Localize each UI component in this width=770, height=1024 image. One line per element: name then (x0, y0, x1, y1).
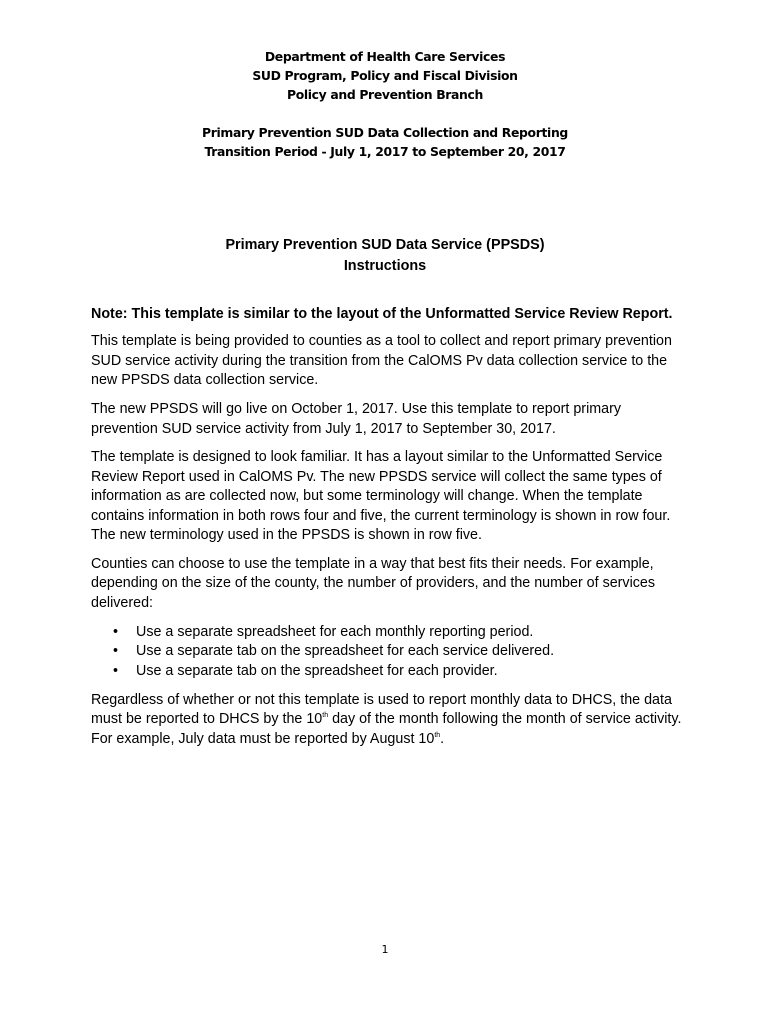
list-item-text: Use a separate tab on the spreadsheet for each provider. (136, 662, 498, 679)
superscript-th: th (434, 731, 441, 739)
title-line-instructions: Instructions (343, 258, 427, 274)
template-design-paragraph: The template is designed to look familiar. It has a layout similar to the Unformatted Service Review Report used in CalOMS Pv. The new PPSDS service will collect the same types of information as are collected now, but some terminology will change. When the template contains information in both rows four and five, the current terminology is shown in row four. The new terminology used in the PPSDS is shown in row five. (91, 449, 671, 544)
header-transition-period-line: Transition Period - July 1, 2017 to September 20, 2017 (204, 144, 566, 159)
note-paragraph: Note: This template is similar to the layout of the Unformatted Service Review Report. (91, 306, 673, 322)
header-division-line: SUD Program, Policy and Fiscal Division (252, 68, 518, 83)
usage-options-paragraph: Counties can choose to use the template in a way that best fits their needs. For example, depending on the size of the county, the number of providers, and the number of services delivered: (91, 555, 656, 611)
page-number: 1 (381, 943, 389, 956)
list-item-text: Use a separate spreadsheet for each monthly reporting period. (136, 623, 534, 640)
document-title (0, 235, 770, 277)
list-item-text: Use a separate tab on the spreadsheet for each service delivered. (136, 643, 555, 660)
superscript-th: th (322, 712, 329, 720)
title-line-service: Primary Prevention SUD Data Service (PPSDS) (225, 237, 545, 253)
deadline-text-part2: day of the month following the month of service activity. For example, July data must be reported by August 10 (91, 711, 682, 747)
bullet-icon: • (113, 662, 119, 679)
go-live-paragraph: The new PPSDS will go live on October 1, 2017. Use this template to report primary prevention SUD service activity from July 1, 2017 to September 30, 2017. (91, 401, 622, 437)
list-item (91, 662, 691, 681)
document-body (91, 305, 691, 759)
intro-paragraph: This template is being provided to counties as a tool to collect and report primary prevention SUD service activity during the transition from the CalOMS Pv data collection service to the new PPSDS data collection service. (91, 333, 672, 389)
header-department-line: Department of Health Care Services (264, 49, 506, 64)
department-header (0, 47, 770, 104)
header-program-line: Primary Prevention SUD Data Collection and Reporting (202, 125, 568, 140)
usage-options-list (91, 623, 691, 681)
list-item (91, 642, 691, 661)
list-item (91, 623, 691, 642)
reporting-deadline-paragraph (91, 691, 691, 749)
bullet-icon: • (113, 623, 119, 640)
bullet-icon: • (113, 643, 119, 660)
deadline-text-part1: Regardless of whether or not this template is used to report monthly data to DHCS, the data must be reported to DHCS by the 10 (91, 691, 672, 728)
header-branch-line: Policy and Prevention Branch (286, 87, 483, 102)
deadline-text-part3: . (440, 730, 445, 747)
program-header (0, 123, 770, 161)
